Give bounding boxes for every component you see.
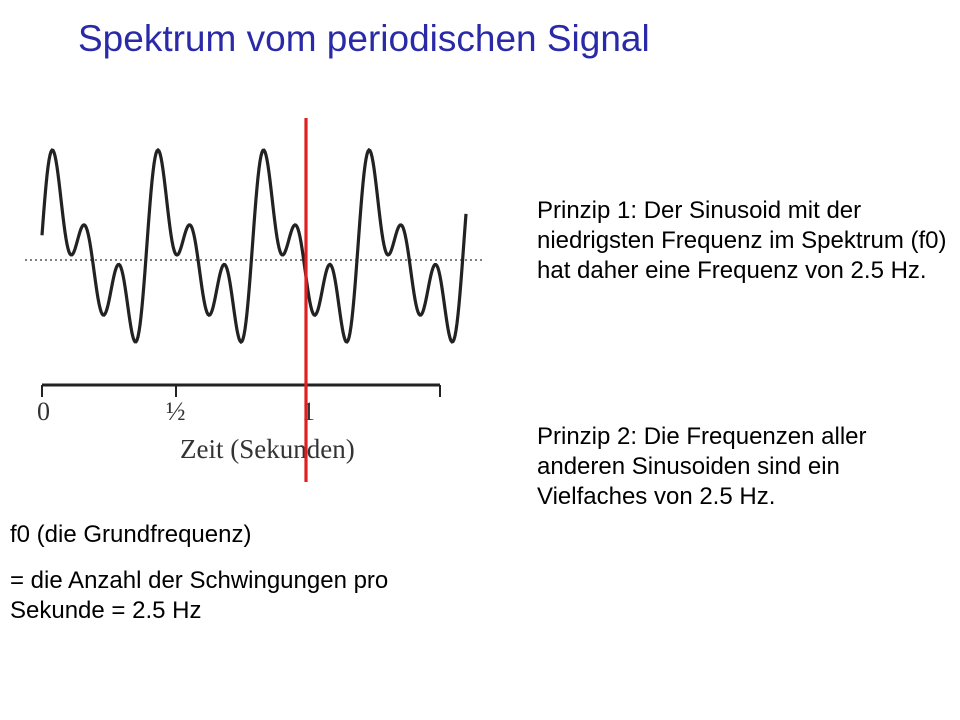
f0-heading: f0 (die Grundfrequenz) xyxy=(10,521,252,548)
f0-definition: = die Anzahl der Schwingungen pro Sekunde = 2.5 Hz xyxy=(10,567,389,624)
periodic-signal-curve xyxy=(42,150,466,342)
tick-label-0: 0 xyxy=(37,397,50,426)
principle-2-text: Prinzip 2: Die Frequenzen aller anderen Sinusoiden sind ein Vielfaches von 2.5 Hz. xyxy=(537,423,867,510)
tick-label-1: 1 xyxy=(302,397,315,426)
f0-explanation xyxy=(10,520,430,626)
tick-label-half: ½ xyxy=(166,397,186,426)
page-title: Spektrum vom periodischen Signal xyxy=(78,18,650,59)
x-axis-title: Zeit (Sekunden) xyxy=(180,434,355,464)
principle-1-text: Prinzip 1: Der Sinusoid mit der niedrigsten Frequenz im Spektrum (f0) hat daher eine Frequenz von 2.5 Hz. xyxy=(537,197,947,284)
